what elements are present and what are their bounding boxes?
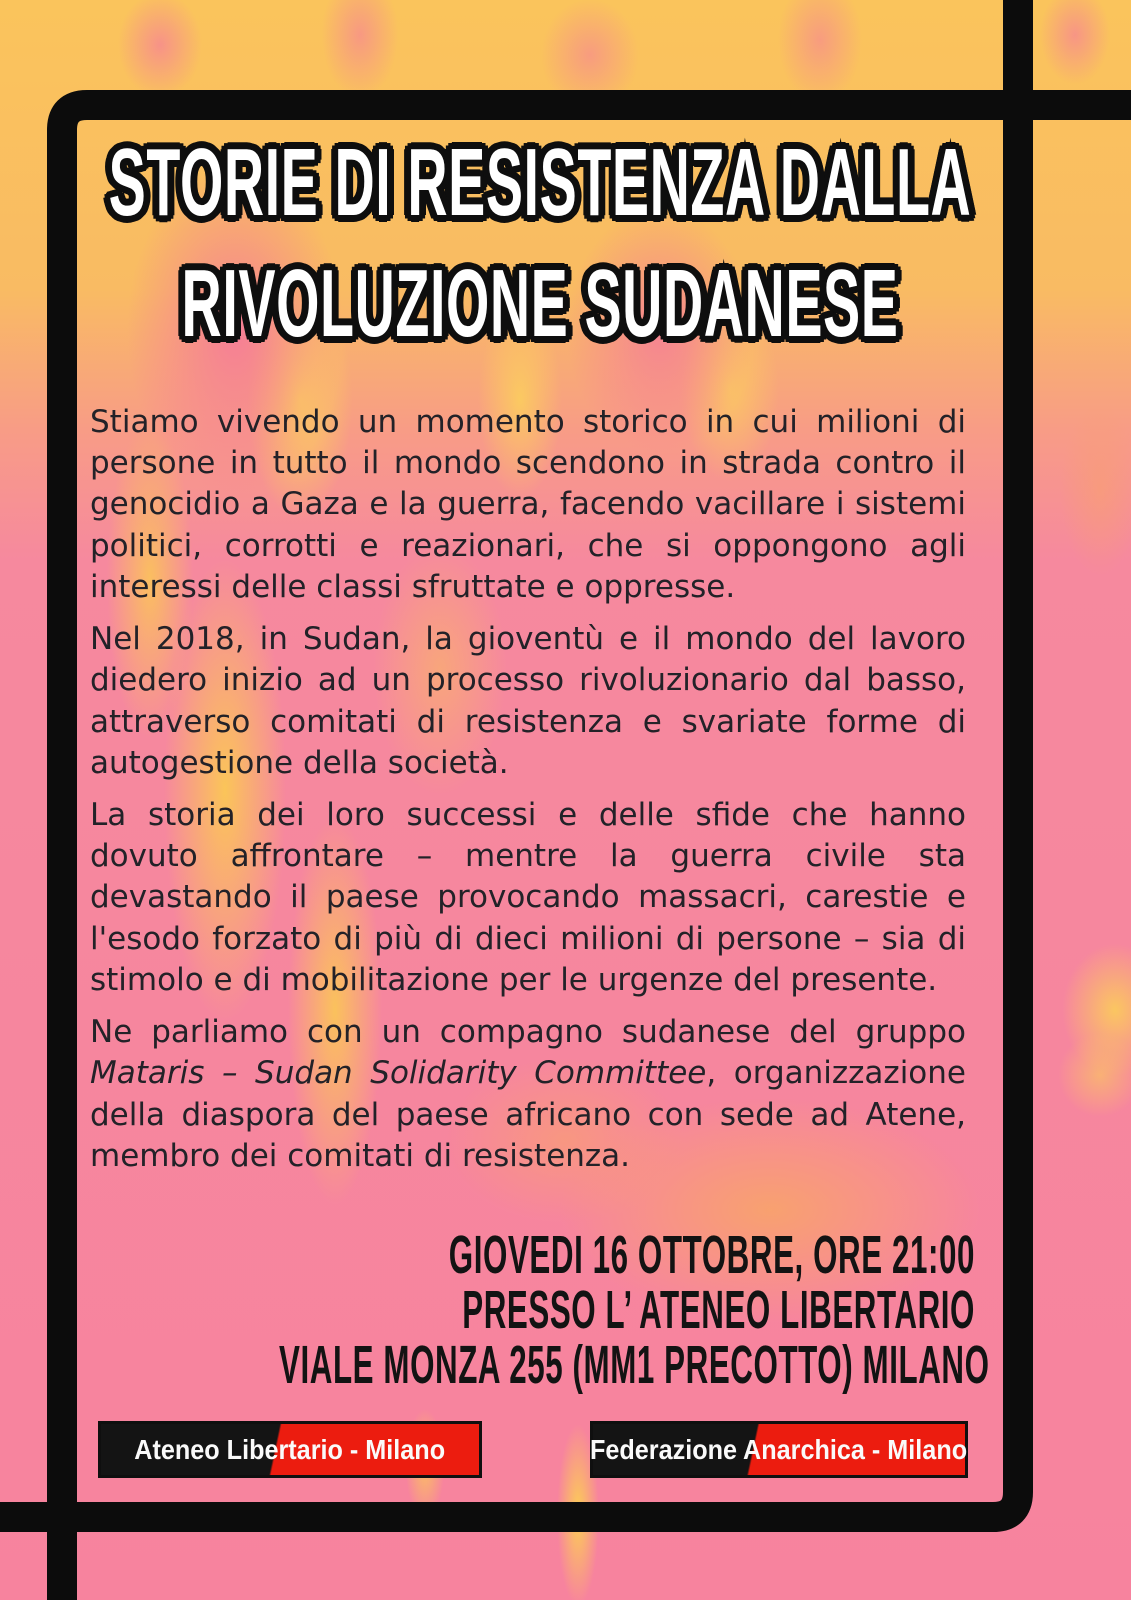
poster-title	[91, 122, 990, 364]
banner-ateneo-libertario	[98, 1421, 482, 1478]
banner-federazione-anarchica-label: Federazione Anarchica - Milano	[590, 1433, 968, 1465]
banner-federazione-anarchica	[590, 1421, 968, 1478]
paragraph-speaker	[90, 1012, 966, 1177]
paragraph-storia: La storia dei loro successi e delle sfide che hanno dovuto affrontare – mentre la guerra civile sta devastando il paese provocando massacri, carestie e l'esodo forzato di più di dieci milioni di persone – sia di stimolo e di mobilitazione per le urgenze del presente.	[90, 796, 966, 998]
paragraph-speaker-before: Ne parliamo con un compagno sudanese del gruppo	[90, 1014, 966, 1051]
paragraph-speaker-after: , organizzazione della diaspora del paese africano con sede ad Atene, membro dei comitati di resistenza.	[90, 1055, 966, 1174]
event-date-time: GIOVEDI 16 OTTOBRE, ORE 21:00	[448, 1225, 975, 1285]
title-line-1: STORIE DI RESISTENZA DALLA	[108, 129, 972, 236]
group-name-mataris: Mataris – Sudan Solidarity Committee	[90, 1055, 707, 1092]
paragraph-gaza: Stiamo vivendo un momento storico in cui milioni di persone in tutto il mondo scendono in strada contro il genocidio a Gaza e la guerra, facendo vacillare i sistemi politici, corrotti e reazionari, che si oppongono agli interessi delle classi sfruttate e oppresse.	[90, 404, 966, 605]
event-address: VIALE MONZA 255 (MM1 PRECOTTO) MILANO	[279, 1335, 990, 1395]
banner-ateneo-libertario-label: Ateneo Libertario - Milano	[134, 1433, 446, 1465]
event-details	[279, 1225, 990, 1395]
event-venue: PRESSO L’ ATENEO LIBERTARIO	[462, 1280, 976, 1340]
body-text	[90, 402, 966, 1188]
title-line-2: RIVOLUZIONE SUDANESE	[181, 250, 899, 357]
paragraph-sudan-2018: Nel 2018, in Sudan, la gioventù e il mondo del lavoro diedero inizio ad un processo rivoluzionario dal basso, attraverso comitati di resistenza e svariate forme di autogestione della società.	[90, 621, 966, 781]
